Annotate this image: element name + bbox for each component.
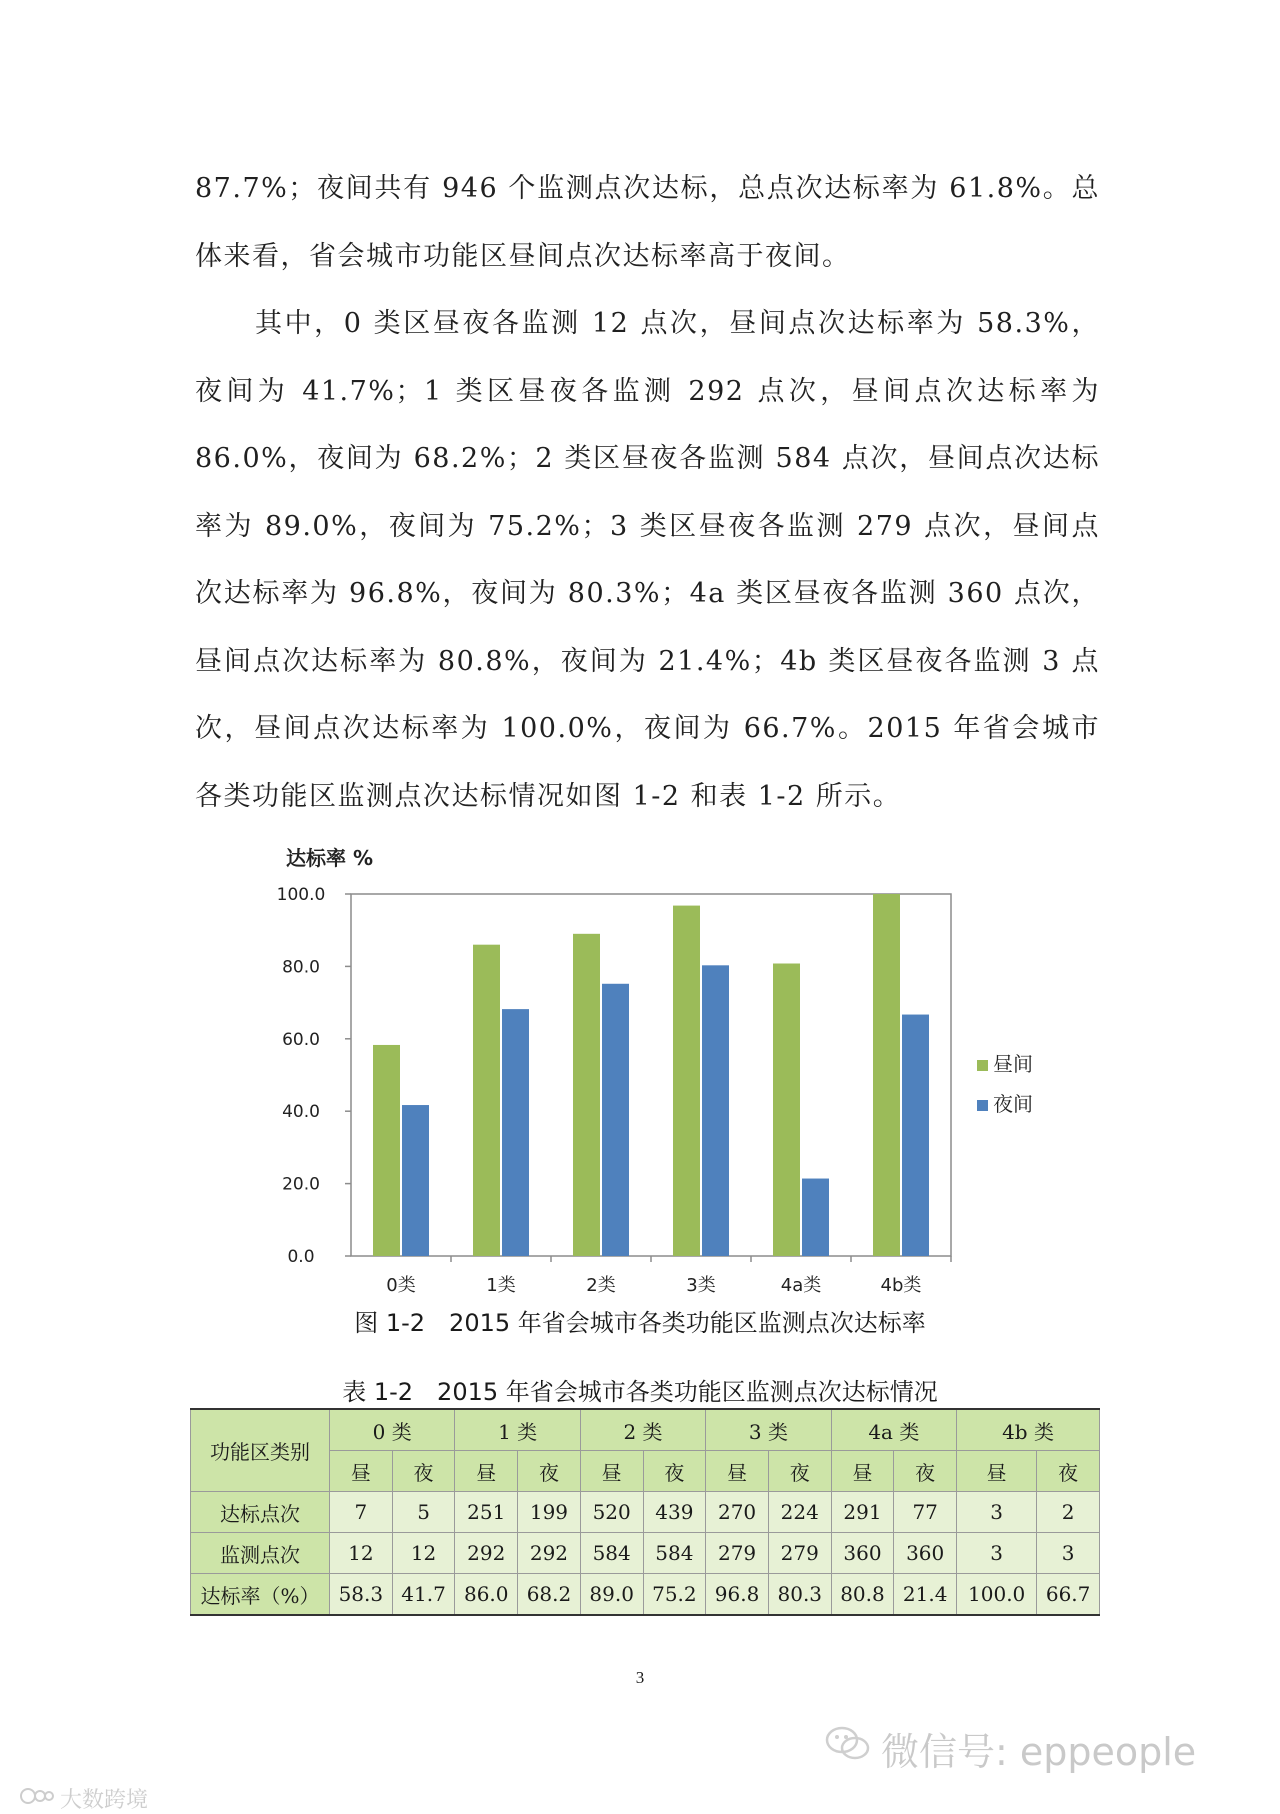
table-cell: 224 bbox=[768, 1492, 831, 1533]
table-cell: 3 bbox=[1037, 1533, 1100, 1574]
x-tick-label: 1类 bbox=[486, 1275, 516, 1296]
table-title: 表 1-2 2015 年省会城市各类功能区监测点次达标情况 bbox=[342, 1378, 938, 1406]
x-tick-label: 3类 bbox=[686, 1275, 716, 1296]
table-cell: 291 bbox=[831, 1492, 894, 1533]
table-cell: 3 bbox=[957, 1492, 1037, 1533]
table-cell: 75.2 bbox=[643, 1574, 706, 1616]
y-tick-label: 40.0 bbox=[282, 1102, 320, 1123]
table-subheader-cell: 昼 bbox=[957, 1451, 1037, 1492]
x-tick-label: 0类 bbox=[386, 1275, 416, 1296]
table-row-label: 监测点次 bbox=[191, 1533, 330, 1574]
wechat-watermark bbox=[825, 1723, 1255, 1773]
table-subheader-cell: 夜 bbox=[768, 1451, 831, 1492]
table-subheader-cell: 夜 bbox=[392, 1451, 455, 1492]
wechat-icon bbox=[825, 1725, 871, 1772]
table-cell: 520 bbox=[580, 1492, 643, 1533]
bar-day bbox=[473, 945, 500, 1256]
table-cell: 584 bbox=[580, 1533, 643, 1574]
table-cell: 439 bbox=[643, 1492, 706, 1533]
x-tick-label: 2类 bbox=[586, 1275, 616, 1296]
table-cell: 292 bbox=[518, 1533, 581, 1574]
table-cell: 80.8 bbox=[831, 1574, 894, 1616]
table-cell: 5 bbox=[392, 1492, 455, 1533]
table-cell: 96.8 bbox=[706, 1574, 769, 1616]
data-table bbox=[190, 1408, 1100, 1616]
bar-chart bbox=[270, 840, 1060, 1300]
table-cell: 89.0 bbox=[580, 1574, 643, 1616]
table-cell: 12 bbox=[392, 1533, 455, 1574]
table-cell: 199 bbox=[518, 1492, 581, 1533]
table-corner-label: 功能区类别 bbox=[191, 1409, 330, 1492]
table-cell: 66.7 bbox=[1037, 1574, 1100, 1616]
y-tick-label: 80.0 bbox=[282, 957, 320, 978]
table-cell: 279 bbox=[768, 1533, 831, 1574]
bar-night bbox=[802, 1179, 829, 1256]
table-cell: 292 bbox=[455, 1533, 518, 1574]
paragraph-1: 87.7%；夜间共有 946 个监测点次达标，总点次达标率为 61.8%。总体来看，省会城市功能区昼间点次达标率高于夜间。 bbox=[195, 173, 1100, 272]
table-cell: 80.3 bbox=[768, 1574, 831, 1616]
bar-day bbox=[673, 906, 700, 1256]
table-row-label: 达标点次 bbox=[191, 1492, 330, 1533]
site-logo-icon bbox=[20, 1785, 54, 1813]
table-cell: 251 bbox=[455, 1492, 518, 1533]
table-subheader-cell: 夜 bbox=[1037, 1451, 1100, 1492]
table-subheader-cell: 昼 bbox=[831, 1451, 894, 1492]
table-subheader-cell: 夜 bbox=[518, 1451, 581, 1492]
bar-night bbox=[702, 965, 729, 1256]
bar-day bbox=[773, 964, 800, 1256]
table-cell: 360 bbox=[831, 1533, 894, 1574]
plot-area-frame bbox=[351, 894, 951, 1256]
table-cell: 584 bbox=[643, 1533, 706, 1574]
table-row bbox=[191, 1533, 1100, 1574]
table-cell: 7 bbox=[330, 1492, 393, 1533]
table-cell: 2 bbox=[1037, 1492, 1100, 1533]
table-cell: 41.7 bbox=[392, 1574, 455, 1616]
table-cell: 100.0 bbox=[957, 1574, 1037, 1616]
bar-night bbox=[402, 1105, 429, 1256]
table-cell: 360 bbox=[894, 1533, 957, 1574]
figure-caption: 图 1-2 2015 年省会城市各类功能区监测点次达标率 bbox=[354, 1309, 926, 1337]
page-number: 3 bbox=[635, 1668, 645, 1687]
table-group-header: 1 类 bbox=[455, 1409, 580, 1451]
table-cell: 86.0 bbox=[455, 1574, 518, 1616]
legend-label: 夜间 bbox=[993, 1092, 1033, 1116]
table-cell: 21.4 bbox=[894, 1574, 957, 1616]
site-watermark bbox=[20, 1783, 148, 1814]
table-subheader-cell: 夜 bbox=[894, 1451, 957, 1492]
bar-day bbox=[573, 934, 600, 1256]
y-axis-label: 达标率 % bbox=[286, 846, 374, 870]
x-tick-label: 4b类 bbox=[880, 1275, 922, 1296]
table-subheader-cell: 昼 bbox=[455, 1451, 518, 1492]
site-watermark-text: 大数跨境 bbox=[60, 1788, 149, 1813]
table-group-header: 3 类 bbox=[706, 1409, 831, 1451]
table-cell: 12 bbox=[330, 1533, 393, 1574]
table-cell: 270 bbox=[706, 1492, 769, 1533]
table-cell: 77 bbox=[894, 1492, 957, 1533]
table-subheader-cell: 昼 bbox=[330, 1451, 393, 1492]
bar-day bbox=[373, 1045, 400, 1256]
bar-night bbox=[902, 1015, 929, 1256]
table-row bbox=[191, 1574, 1100, 1616]
table-subheader-cell: 夜 bbox=[643, 1451, 706, 1492]
bar-night bbox=[602, 984, 629, 1256]
table-cell: 58.3 bbox=[330, 1574, 393, 1616]
table-subheader-cell: 昼 bbox=[706, 1451, 769, 1492]
paragraph-2: 其中，0 类区昼夜各监测 12 点次，昼间点次达标率为 58.3%，夜间为 41.7%；1 类区昼夜各监测 292 点次，昼间点次达标率为 86.0%，夜间为 68.2%；2 类区昼夜各监测 584 点次，昼间点次达标率为 89.0%，夜间为 75.2%；3 类区昼夜各监测 279 点次，昼间点次达标率为 96.8%，夜间为 80.3%；4a 类区昼夜各监测 360 点次，昼间点次达标率为 80.8%，夜间为 21.4%；4b 类区昼夜各监测 3 点次，昼间点次达标率为 100.0%，夜间为 66.7%。2015 年省会城市各类功能区监测点次达标情况如图 1-2 和表 1-2 所示。 bbox=[195, 308, 1100, 812]
table-row bbox=[191, 1492, 1100, 1533]
y-tick-label: 60.0 bbox=[282, 1029, 320, 1050]
table-subheader-cell: 昼 bbox=[580, 1451, 643, 1492]
legend-label: 昼间 bbox=[993, 1052, 1033, 1076]
table-cell: 3 bbox=[957, 1533, 1037, 1574]
legend-swatch bbox=[977, 1100, 988, 1111]
table-cell: 68.2 bbox=[518, 1574, 581, 1616]
bar-night bbox=[502, 1009, 529, 1256]
table-row-label: 达标率（%） bbox=[191, 1574, 330, 1616]
table-group-header: 0 类 bbox=[330, 1409, 455, 1451]
y-tick-label: 100.0 bbox=[276, 885, 326, 905]
table-cell: 279 bbox=[706, 1533, 769, 1574]
x-tick-label: 4a类 bbox=[780, 1275, 822, 1296]
table-group-header: 4a 类 bbox=[831, 1409, 956, 1451]
wechat-watermark-text: 微信号: eppeople bbox=[881, 1729, 1197, 1774]
legend-swatch bbox=[977, 1060, 988, 1071]
table-group-header: 2 类 bbox=[580, 1409, 705, 1451]
table-header-row bbox=[191, 1409, 1100, 1451]
y-tick-label: 20.0 bbox=[282, 1174, 320, 1195]
table-group-header: 4b 类 bbox=[957, 1409, 1100, 1451]
bar-day bbox=[873, 894, 900, 1256]
y-tick-label: 0.0 bbox=[287, 1247, 315, 1267]
